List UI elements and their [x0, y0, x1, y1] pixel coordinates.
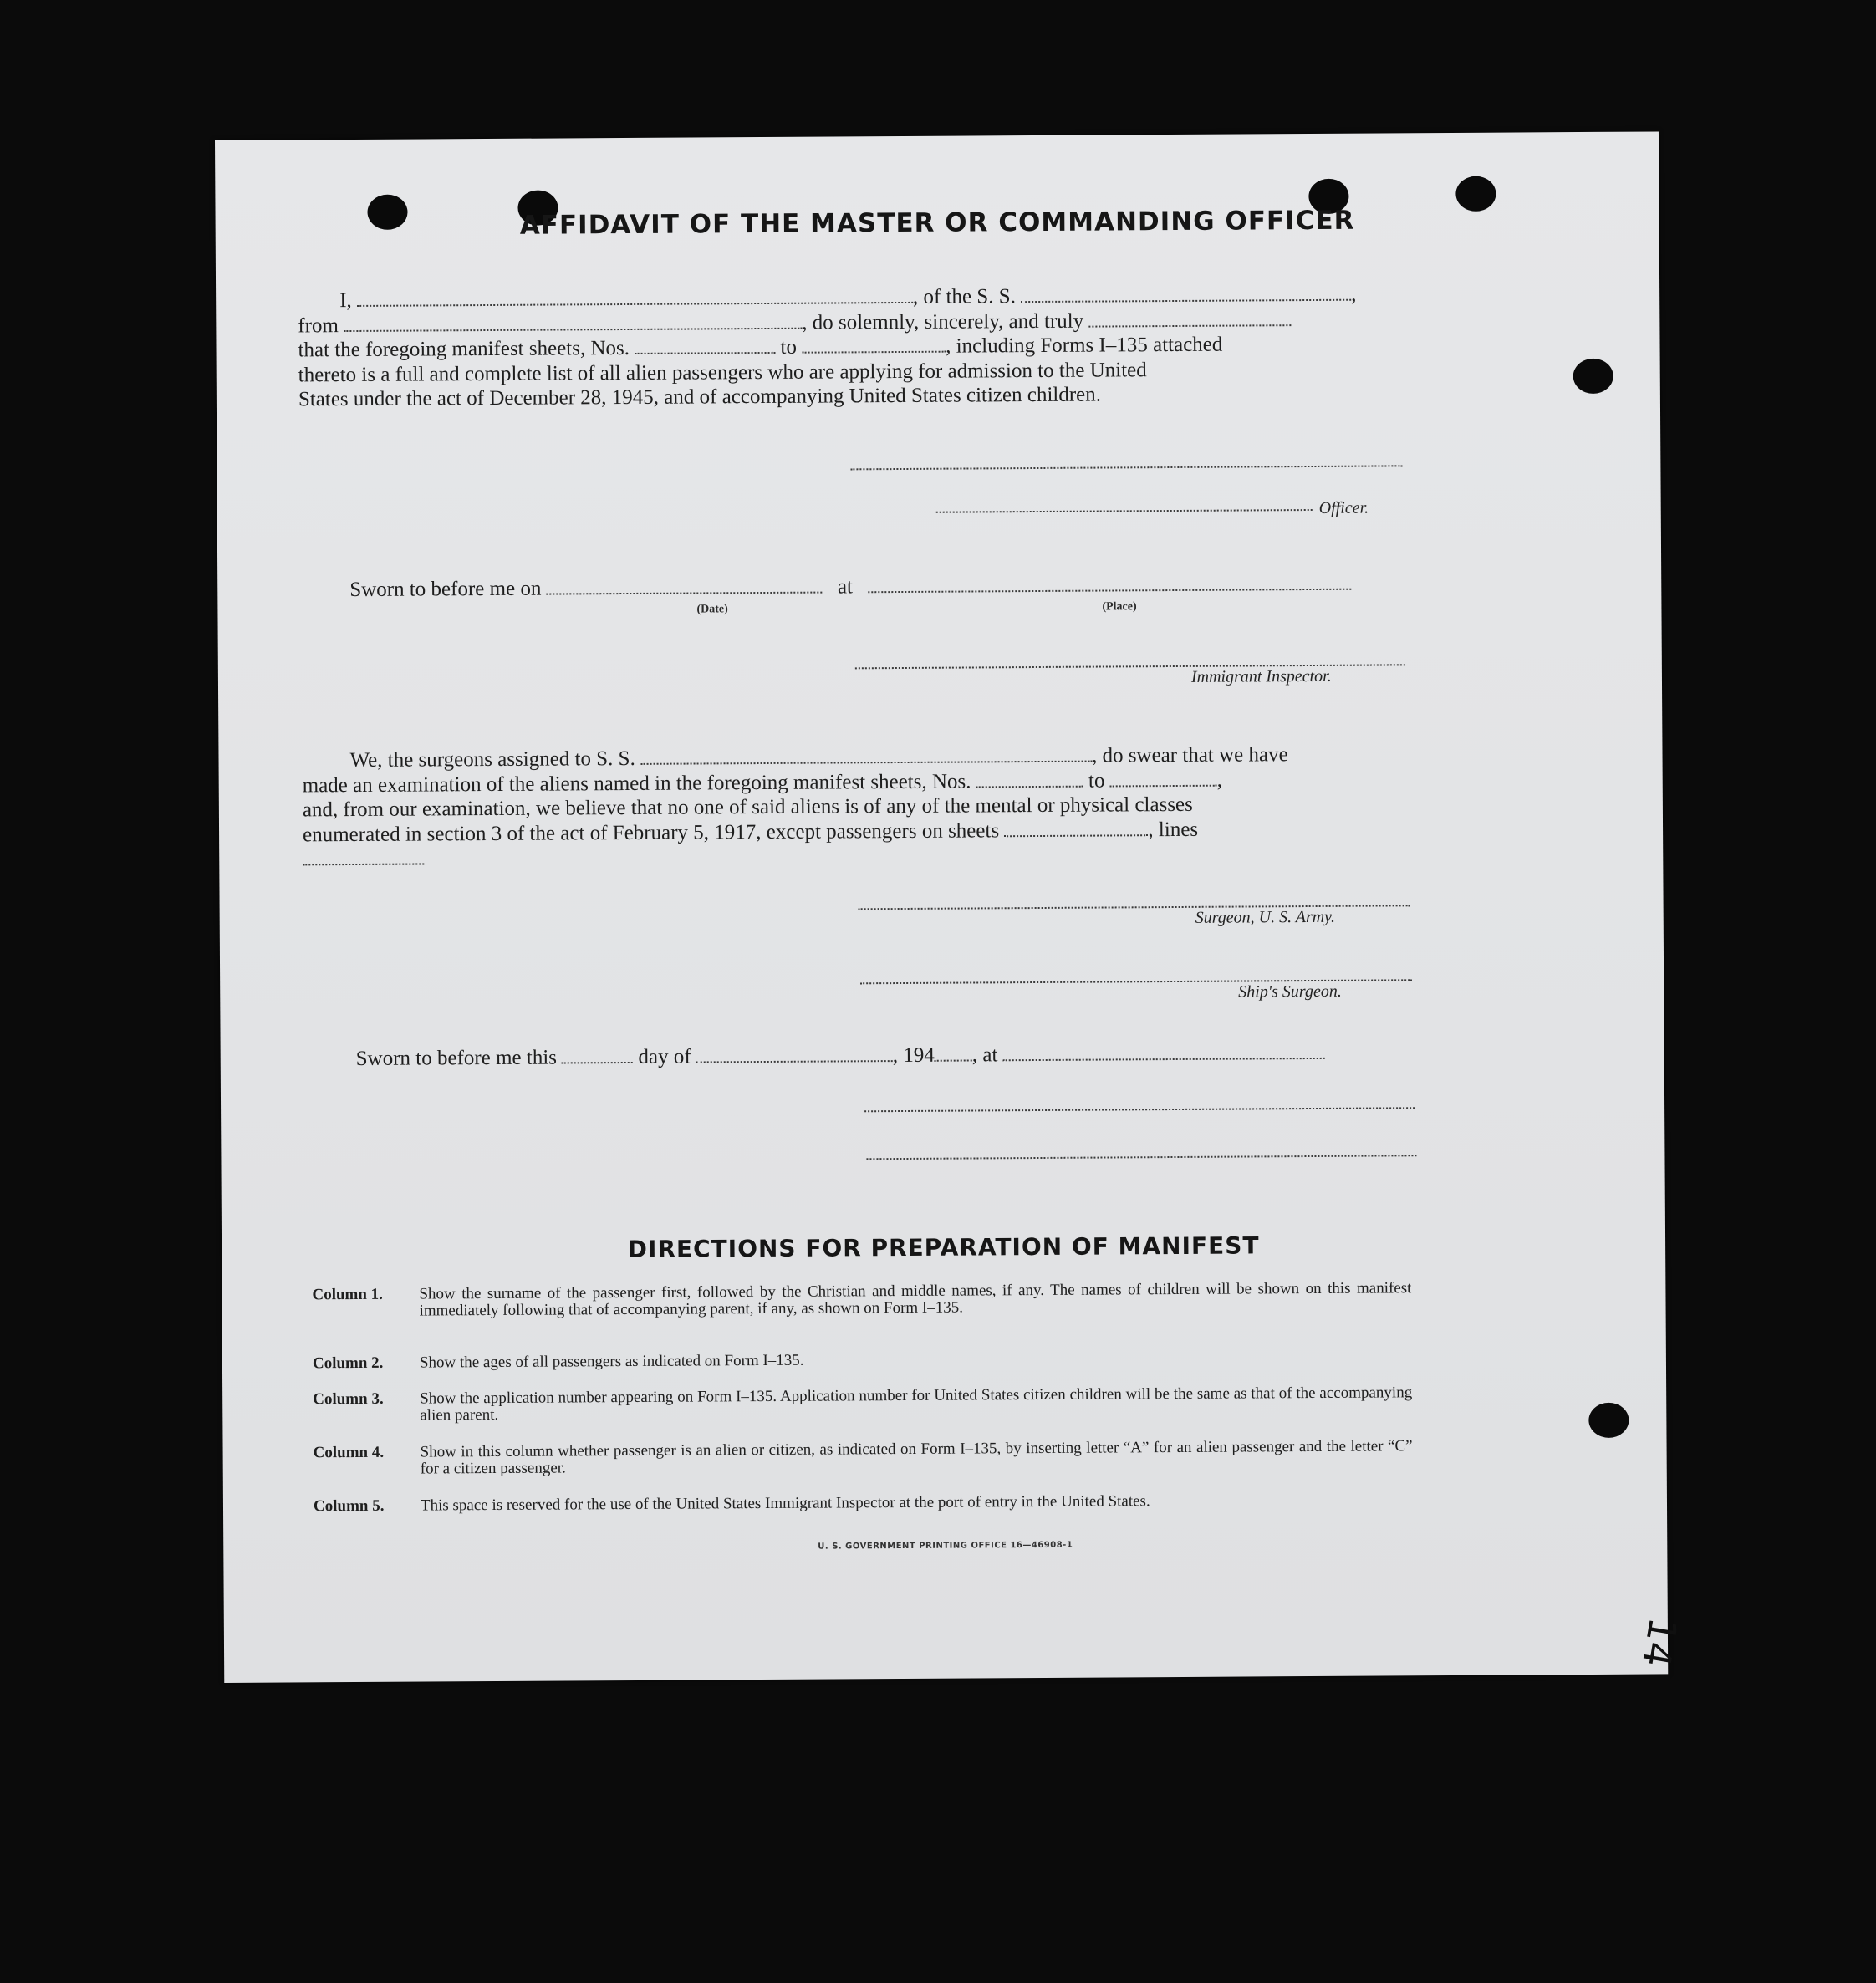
column-text: This space is reserved for the use of the United States Immigrant Inspector at the port of entry in the United States.	[420, 1492, 1150, 1515]
column-label: Column 5.	[313, 1496, 385, 1516]
form-sheet	[215, 131, 1687, 1683]
to-text: to	[780, 335, 797, 359]
at-text: , at	[971, 1043, 998, 1067]
sheet-to-field[interactable]	[802, 334, 946, 354]
from-text: from	[298, 314, 339, 337]
column-text: Show the application number appearing on Form I–135. Application number for United States citizen children will be the same as that of the accompanying alien parent.	[420, 1384, 1413, 1425]
direction-column-5	[314, 1491, 1413, 1515]
column-label: Column 4.	[313, 1443, 385, 1462]
column-text: Show the ages of all passengers as indicated on Form I–135.	[419, 1351, 804, 1372]
surgeons-line-3: and, from our examination, we believe that no one of said aliens is of any of the mental or physical classes	[302, 793, 1193, 822]
do-swear-text: , do swear that we have	[1091, 743, 1288, 767]
direction-column-2	[313, 1348, 1412, 1372]
punch-hole	[1588, 1403, 1629, 1438]
sworn-before-2	[356, 1040, 1418, 1071]
sworn-before-1	[349, 571, 1411, 602]
ship-surgeon-caption: Ship's Surgeon.	[1238, 981, 1342, 1002]
affidavit-paragraph	[298, 282, 1408, 412]
except-lines-field[interactable]	[303, 846, 424, 865]
direction-column-4	[314, 1438, 1413, 1477]
affidavit-line-4: thereto is a full and complete list of all alien passengers who are applying for admission to the United	[298, 358, 1147, 386]
lines-text: , lines	[1148, 818, 1199, 841]
signature-line-1[interactable]	[864, 1105, 1415, 1112]
sworn-place-field[interactable]	[868, 572, 1351, 594]
direction-column-1	[312, 1280, 1411, 1319]
surgeons-line-2: made an examination of the aliens named in the foregoing manifest sheets, Nos.	[302, 769, 971, 797]
army-surgeon-caption: Surgeon, U. S. Army.	[1195, 907, 1335, 927]
sworn-year-field[interactable]	[935, 1042, 972, 1061]
surgeon-ship-field[interactable]	[640, 744, 1092, 765]
surgeons-paragraph	[302, 742, 1415, 872]
place-caption: (Place)	[1102, 600, 1137, 614]
surgeon-sheet-to-field[interactable]	[1110, 767, 1217, 787]
at-text: at	[837, 575, 854, 599]
including-text: , including Forms I–135 attached	[946, 333, 1223, 358]
do-solemnly-text: , do solemnly, sincerely, and truly	[802, 309, 1084, 334]
officer-signature-line[interactable]	[936, 507, 1313, 513]
master-name-field[interactable]	[357, 285, 913, 307]
from-port-field[interactable]	[344, 310, 802, 331]
sheet-from-field[interactable]	[635, 335, 775, 354]
sworn-date-field[interactable]	[547, 575, 823, 595]
comma-text: ,	[1351, 283, 1357, 306]
foregoing-text: that the foregoing manifest sheets, Nos.	[298, 336, 630, 362]
year-text: , 194	[892, 1043, 935, 1068]
master-signature-line[interactable]	[850, 463, 1402, 470]
column-label: Column 2.	[312, 1353, 384, 1373]
affidavit-i: I,	[339, 289, 352, 313]
day-of-text: day of	[638, 1045, 691, 1068]
surgeon-sheet-from-field[interactable]	[976, 768, 1083, 788]
comma-text: ,	[1216, 768, 1223, 792]
sworn-place-field-2[interactable]	[1003, 1041, 1325, 1061]
signature-line-2[interactable]	[866, 1153, 1416, 1160]
printing-office-footer: U. S. GOVERNMENT PRINTING OFFICE 16—46908-1	[818, 1540, 1073, 1552]
to-text: to	[1088, 769, 1105, 793]
directions-title: DIRECTIONS FOR PREPARATION OF MANIFEST	[627, 1231, 1260, 1264]
column-text: Show in this column whether passenger is an alien or citizen, as indicated on Form I–135, by inserting letter “A” for an alien passenger and the letter “C” for a citizen passenger.	[420, 1437, 1413, 1478]
sworn-month-field[interactable]	[696, 1043, 893, 1063]
officer-caption: Officer.	[1318, 498, 1369, 517]
handwritten-page-number: 14	[1634, 1614, 1687, 1670]
date-caption: (Date)	[696, 603, 728, 616]
of-the-ss-text: , of the S. S.	[912, 285, 1017, 308]
ship-name-field[interactable]	[1021, 283, 1351, 303]
affidavit-line-5: States under the act of December 28, 1945, and of accompanying United States citizen children.	[298, 383, 1102, 411]
punch-hole	[1573, 359, 1613, 394]
we-surgeons-text: We, the surgeons assigned to S. S.	[349, 747, 635, 772]
sworn-label: Sworn to before me on	[349, 577, 542, 602]
swear-field[interactable]	[1088, 308, 1291, 327]
column-label: Column 3.	[313, 1389, 384, 1409]
except-sheets-field[interactable]	[1004, 818, 1148, 837]
direction-column-3	[313, 1384, 1412, 1424]
column-text: Show the surname of the passenger first, followed by the Christian and middle names, if any. The names of children will be shown on this manifest immediately following that of accompanying parent, if any, as shown on Form I–135.	[419, 1279, 1412, 1320]
sworn-day-field[interactable]	[562, 1045, 633, 1064]
sworn-label: Sworn to before me this	[355, 1046, 558, 1070]
surgeons-line-4: enumerated in section 3 of the act of February 5, 1917, except passengers on sheets	[302, 818, 1000, 846]
affidavit-title: AFFIDAVIT OF THE MASTER OR COMMANDING OFFICER	[519, 205, 1355, 241]
inspector-caption: Immigrant Inspector.	[1190, 666, 1332, 686]
column-label: Column 1.	[312, 1285, 383, 1304]
